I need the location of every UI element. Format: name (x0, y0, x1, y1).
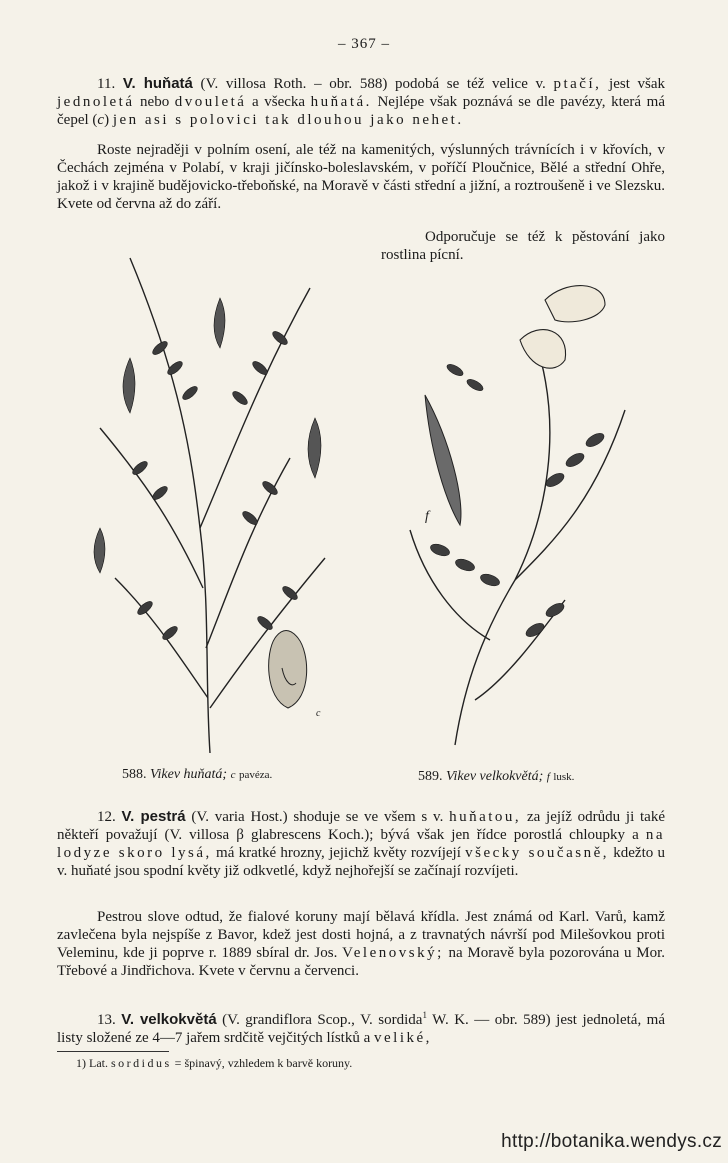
section-13-number: 13. (97, 1012, 116, 1028)
caption-number: 589. (418, 769, 443, 784)
caption-name: Vikev velkokvětá; (446, 769, 544, 784)
spaced-text: dvouletá (174, 94, 247, 110)
section-12-paragraph (57, 808, 665, 880)
spaced-text: huňatá. (310, 94, 372, 110)
footnote-reference: 1 (422, 1010, 427, 1020)
text-run: (V. grandiflora Scop., V. sordida (216, 1012, 423, 1028)
text-run: Pestrou slove odtud, že fialové koruny mají bělavá křídla. Jest známá od Karl. Varů, kamž zavlečena byla nejspíše z Bavor, kdež jest dosti hojná, a z travnatých návrší pod Milešovkou proti Veleminu, kde ji poprve r. 1889 sbíral dr. Jos. (57, 909, 665, 961)
figure-589-label-f: f (425, 509, 429, 524)
spaced-text: huňatou, (449, 809, 522, 825)
caption-name: Vikev huňatá; (150, 767, 228, 782)
spaced-text: Velenovský; (342, 945, 444, 961)
variety-paragraph (57, 908, 665, 980)
page-number: – 367 – (338, 36, 390, 52)
source-url[interactable]: http://botanika.wendys.cz (501, 1131, 722, 1152)
text-run: nebo (134, 94, 175, 110)
cultivation-paragraph: Odporučuje se též k pěstování jako rostlina pícní. (381, 229, 665, 263)
text-run: má kratké hrozny, jejichž květy rozvíjejí (211, 845, 466, 861)
text-run: na Moravě byla pozorována u Mor. Třebové a Jindřichova. Kvete v červnu a červenci. (57, 945, 666, 979)
figure-588-illustration (60, 228, 350, 758)
spaced-text: jen asi s polovici tak dlouhou jako nehet. (112, 112, 464, 128)
figure-588-label-c: c (316, 708, 321, 719)
spaced-text: na lodyze skoro lysá, (57, 827, 665, 861)
section-11-title: V. huňatá (122, 75, 193, 92)
text-run: za jejíž odrůdu ji také někteří považují (V. villosa β glabrescens Koch.); bývá však jen řídce porostlá chloupky a (57, 809, 665, 843)
section-11-number: 11. (97, 76, 116, 92)
text-run: W. K. — obr. 589) jest jednoletá, má listy složené ze 4—7 jařem srdčitě vejčitých lístků a (57, 1012, 666, 1046)
text-run: Nejlépe však poznává se dle pavézy, která má čepel ( (57, 94, 665, 128)
footnote (76, 1056, 352, 1071)
caption-description: lusk. (553, 771, 575, 783)
italic-letter: c (97, 112, 105, 128)
section-11-paragraph (57, 75, 665, 129)
text-run: ) (104, 112, 113, 128)
footnote-divider (57, 1051, 169, 1052)
footnote-mark: 1) (76, 1056, 86, 1070)
text-run: = špinavý, vzhledem k barvě koruny. (171, 1056, 353, 1070)
section-13-title: V. velkokvětá (121, 1011, 217, 1028)
spaced-text: ptačí, (553, 76, 602, 92)
caption-description: pavéza. (239, 769, 273, 781)
section-13-paragraph (57, 1006, 665, 1047)
caption-letter: f (546, 771, 550, 783)
caption-letter: c (230, 769, 236, 781)
figure-589-illustration (395, 280, 655, 750)
figure-588-caption (122, 767, 272, 783)
spaced-text: všecky současně, (465, 845, 609, 861)
caption-number: 588. (122, 767, 147, 782)
text-run: a všecka (246, 94, 311, 110)
spaced-text: jednoletá (57, 94, 135, 110)
figure-589-caption (418, 769, 574, 785)
text-run: Lat. (86, 1056, 111, 1070)
distribution-paragraph: Roste nejraději v polním osení, ale též na kamenitých, výslunných trávnících i v křovích, v Čechách zejména v Polabí, v kraji jičínsko-boleslavském, v poříčí Ploučnice, Bělé a střední Ohře, jakož i v krajině budějovicko-třeboňské, na Moravě v části střední a jižní, a roztroušeně i ve Slezsku. Kvete od června až do září. (57, 142, 665, 212)
section-12-number: 12. (97, 809, 116, 825)
section-12-title: V. pestrá (121, 808, 186, 825)
text-run: jest však (601, 76, 666, 92)
text-run: kdežto u v. huňaté jsou spodní květy již odkvetlé, když nejhořejší se začínají rozvíjeti. (57, 845, 666, 879)
spaced-text: veliké, (374, 1030, 432, 1046)
text-run: (V. varia Host.) shoduje se ve všem s v. (185, 809, 450, 825)
text-run: (V. villosa Roth. – obr. 588) podobá se též velice v. (192, 76, 554, 92)
spaced-text: sordidus (111, 1056, 172, 1070)
